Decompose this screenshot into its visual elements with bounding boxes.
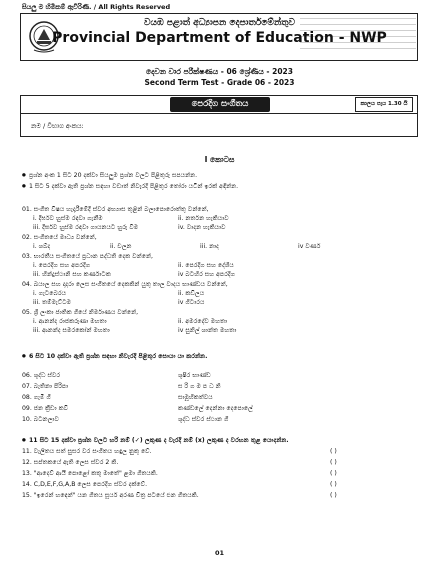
instruction-true-false: ● 11 සිට 15 දක්වා ප්‍රශ්න වලට හරි නම් (✓) ලකුණ ද වැරදි නම් (x) ලකුණ ද වරහන තුළ යොදන්න.: [22, 437, 289, 445]
match-right-item: සාමූහිකත්වය: [178, 394, 213, 401]
time-allowed: කාලය පැය 1.30 යි: [355, 97, 413, 112]
match-right-item: කණ්ඩලේ දෙන්නා දෙපොලේ: [178, 405, 253, 412]
option-text: i. පෙරදිග සහ අපරදිග: [33, 262, 91, 269]
option-text: i. ශබ්ද: [33, 243, 51, 250]
match-right-item: ශුද්ධ ස්වර ස්ථාන ගී: [178, 416, 229, 423]
option-text: iv බටහිර සහ අපරදිග: [178, 271, 235, 278]
option-text: ii. නර්තන හැකියාව: [178, 215, 229, 222]
question-text: 04. ඛයාල සහ දාදරා ලෙස සංගීතයේ දෙකකින් යුතු තාල වාදය භාණ්ඩය වන්නේ,: [22, 281, 228, 288]
question-text: 05. ශ්‍රී ලංකා ජාතික ගීයේ නිර්මාණය වන්නේ,: [22, 309, 139, 316]
instruction-mcq: ● 1 සිට 5 දක්වා ඇති ප්‍රශ්න සඳහා වඩාත් නිවැරදි පිළිතුර තෝරා යටින් ඉරක් අඳින්න.: [22, 183, 238, 191]
rights-notice: සියලු ම හිමිකම් ඇවිරිණි. / All Rights Reserved: [22, 3, 171, 11]
option-text: iii. හින්දුස්ථානි සහ කර්ණාටක: [33, 271, 111, 278]
option-text: iv වර්ණ: [298, 243, 321, 250]
option-text: iv සුනිල් ශාන්ත මහතා: [178, 327, 237, 334]
match-left-item: 08. ගැමි ගී: [22, 394, 51, 401]
option-text: i. දීර්ඝව හුස්ම රඳවා ගැනීම: [33, 215, 103, 222]
option-text: iii. ආනන්ද සමරකෝන් මහතා: [33, 327, 110, 334]
department-name-sinhala: වයඹ පළාත් අධ්‍යාපන දෙපාර්තමේන්තුව: [144, 18, 295, 28]
answer-bracket[interactable]: ( ): [330, 448, 337, 455]
section-title: I කොටස: [204, 155, 235, 164]
option-text: iv. වාදන හැකියාව: [178, 224, 226, 231]
option-text: i. ආනන්ද රාජකරුණා මහතා: [33, 318, 107, 325]
option-text: i. ගැටබෙරය: [33, 290, 67, 297]
answer-bracket[interactable]: ( ): [330, 492, 337, 499]
tf-statement: 14. C,D,E,F,G,A,B ලෙස පෙරදිග ස්වර දක්වේ.: [22, 481, 148, 488]
term-title-english: Second Term Test - Grade 06 - 2023: [144, 78, 295, 87]
answer-bracket[interactable]: ( ): [330, 481, 337, 488]
answer-bracket[interactable]: ( ): [330, 459, 337, 466]
question-text: 01. සංගීත විෂය හැදෑරීමේදී ස්වර අභ්‍යාස තුළින් බලාපොරොත්තු වන්නේ,: [22, 206, 209, 213]
match-left-item: 06. ශුද්ධ ස්වර: [22, 372, 61, 379]
match-left-item: 10. බටනලාව: [22, 416, 59, 423]
match-right-item: ස රි ග ම ප ධ නි: [178, 383, 221, 390]
option-text: ii. අමරදේව මහතා: [178, 318, 228, 325]
answer-bracket[interactable]: ( ): [330, 470, 337, 477]
department-name-english: Provincial Department of Education - NWP: [52, 30, 387, 46]
instruction-all-questions: ● ප්‍රශ්න අංක 1 සිට 20 දක්වා සියලුම ප්‍රශ්න වලට පිළිතුරු සපයන්න.: [22, 172, 197, 180]
match-left-item: 07. බැතිනා පිරිපා: [22, 383, 69, 390]
option-text: ii. චලන: [110, 243, 132, 250]
option-text: iv ගිටාරය: [178, 299, 205, 306]
question-text: 02. සංගීතයේ මාධ්‍ය වන්නේ,: [22, 234, 97, 241]
question-text: 03. භාරතීය සංගීතයේ ප්‍රධාන පද්ධති දෙක වන්නේ,: [22, 253, 153, 260]
term-title-sinhala: දෙවන වාර පරීක්ෂණය - 06 ශ්‍රේණිය - 2023: [146, 67, 293, 76]
option-text: ii. කඩිලය: [178, 290, 205, 297]
tf-statement: 11. වැලිතය සත් සුසර වර සංගීතය හඳුල නුකු වේ.: [22, 448, 152, 455]
option-text: ii. පෙරදිග සහ දේශීය: [178, 262, 234, 269]
tf-statement: 13. "ආදෙව් ආයී පොළෝ කතූ මාතේ" ළමා ගීතයකි.: [22, 470, 158, 477]
page-number: 01: [214, 549, 225, 557]
name-index-label: නම / විභාග අංකය:: [31, 122, 84, 130]
option-text: iii. නාද: [200, 243, 219, 250]
match-left-item: 09. ජන ක්‍රීඩා කවි: [22, 405, 69, 412]
match-right-item: ශුෂිර භාණ්ඩ: [178, 372, 211, 379]
option-text: iii. දීර්ඝව හුස්ම රඳවා ගායනයට හුරු වීම: [33, 224, 139, 231]
option-text: iii. තම්මැට්ටම: [33, 299, 72, 306]
subject-title: පෙරදිග සංගීතය: [170, 97, 270, 112]
instruction-matching: ● 6 සිට 10 දක්වා ඇති ප්‍රශ්න සඳහා නිවැරදි පිළිතුර සොයා යා කරන්න.: [22, 353, 207, 361]
tf-statement: 15. "ඉරෙන් හඳෙන්" යන ගීතය සූර්ය අරණ චිත්‍ර පටයේ එන ගීතයකි.: [22, 492, 199, 499]
tf-statement: 12. සප්තකයේ ඇති ලෙස ස්වර 2 කි.: [22, 459, 119, 466]
